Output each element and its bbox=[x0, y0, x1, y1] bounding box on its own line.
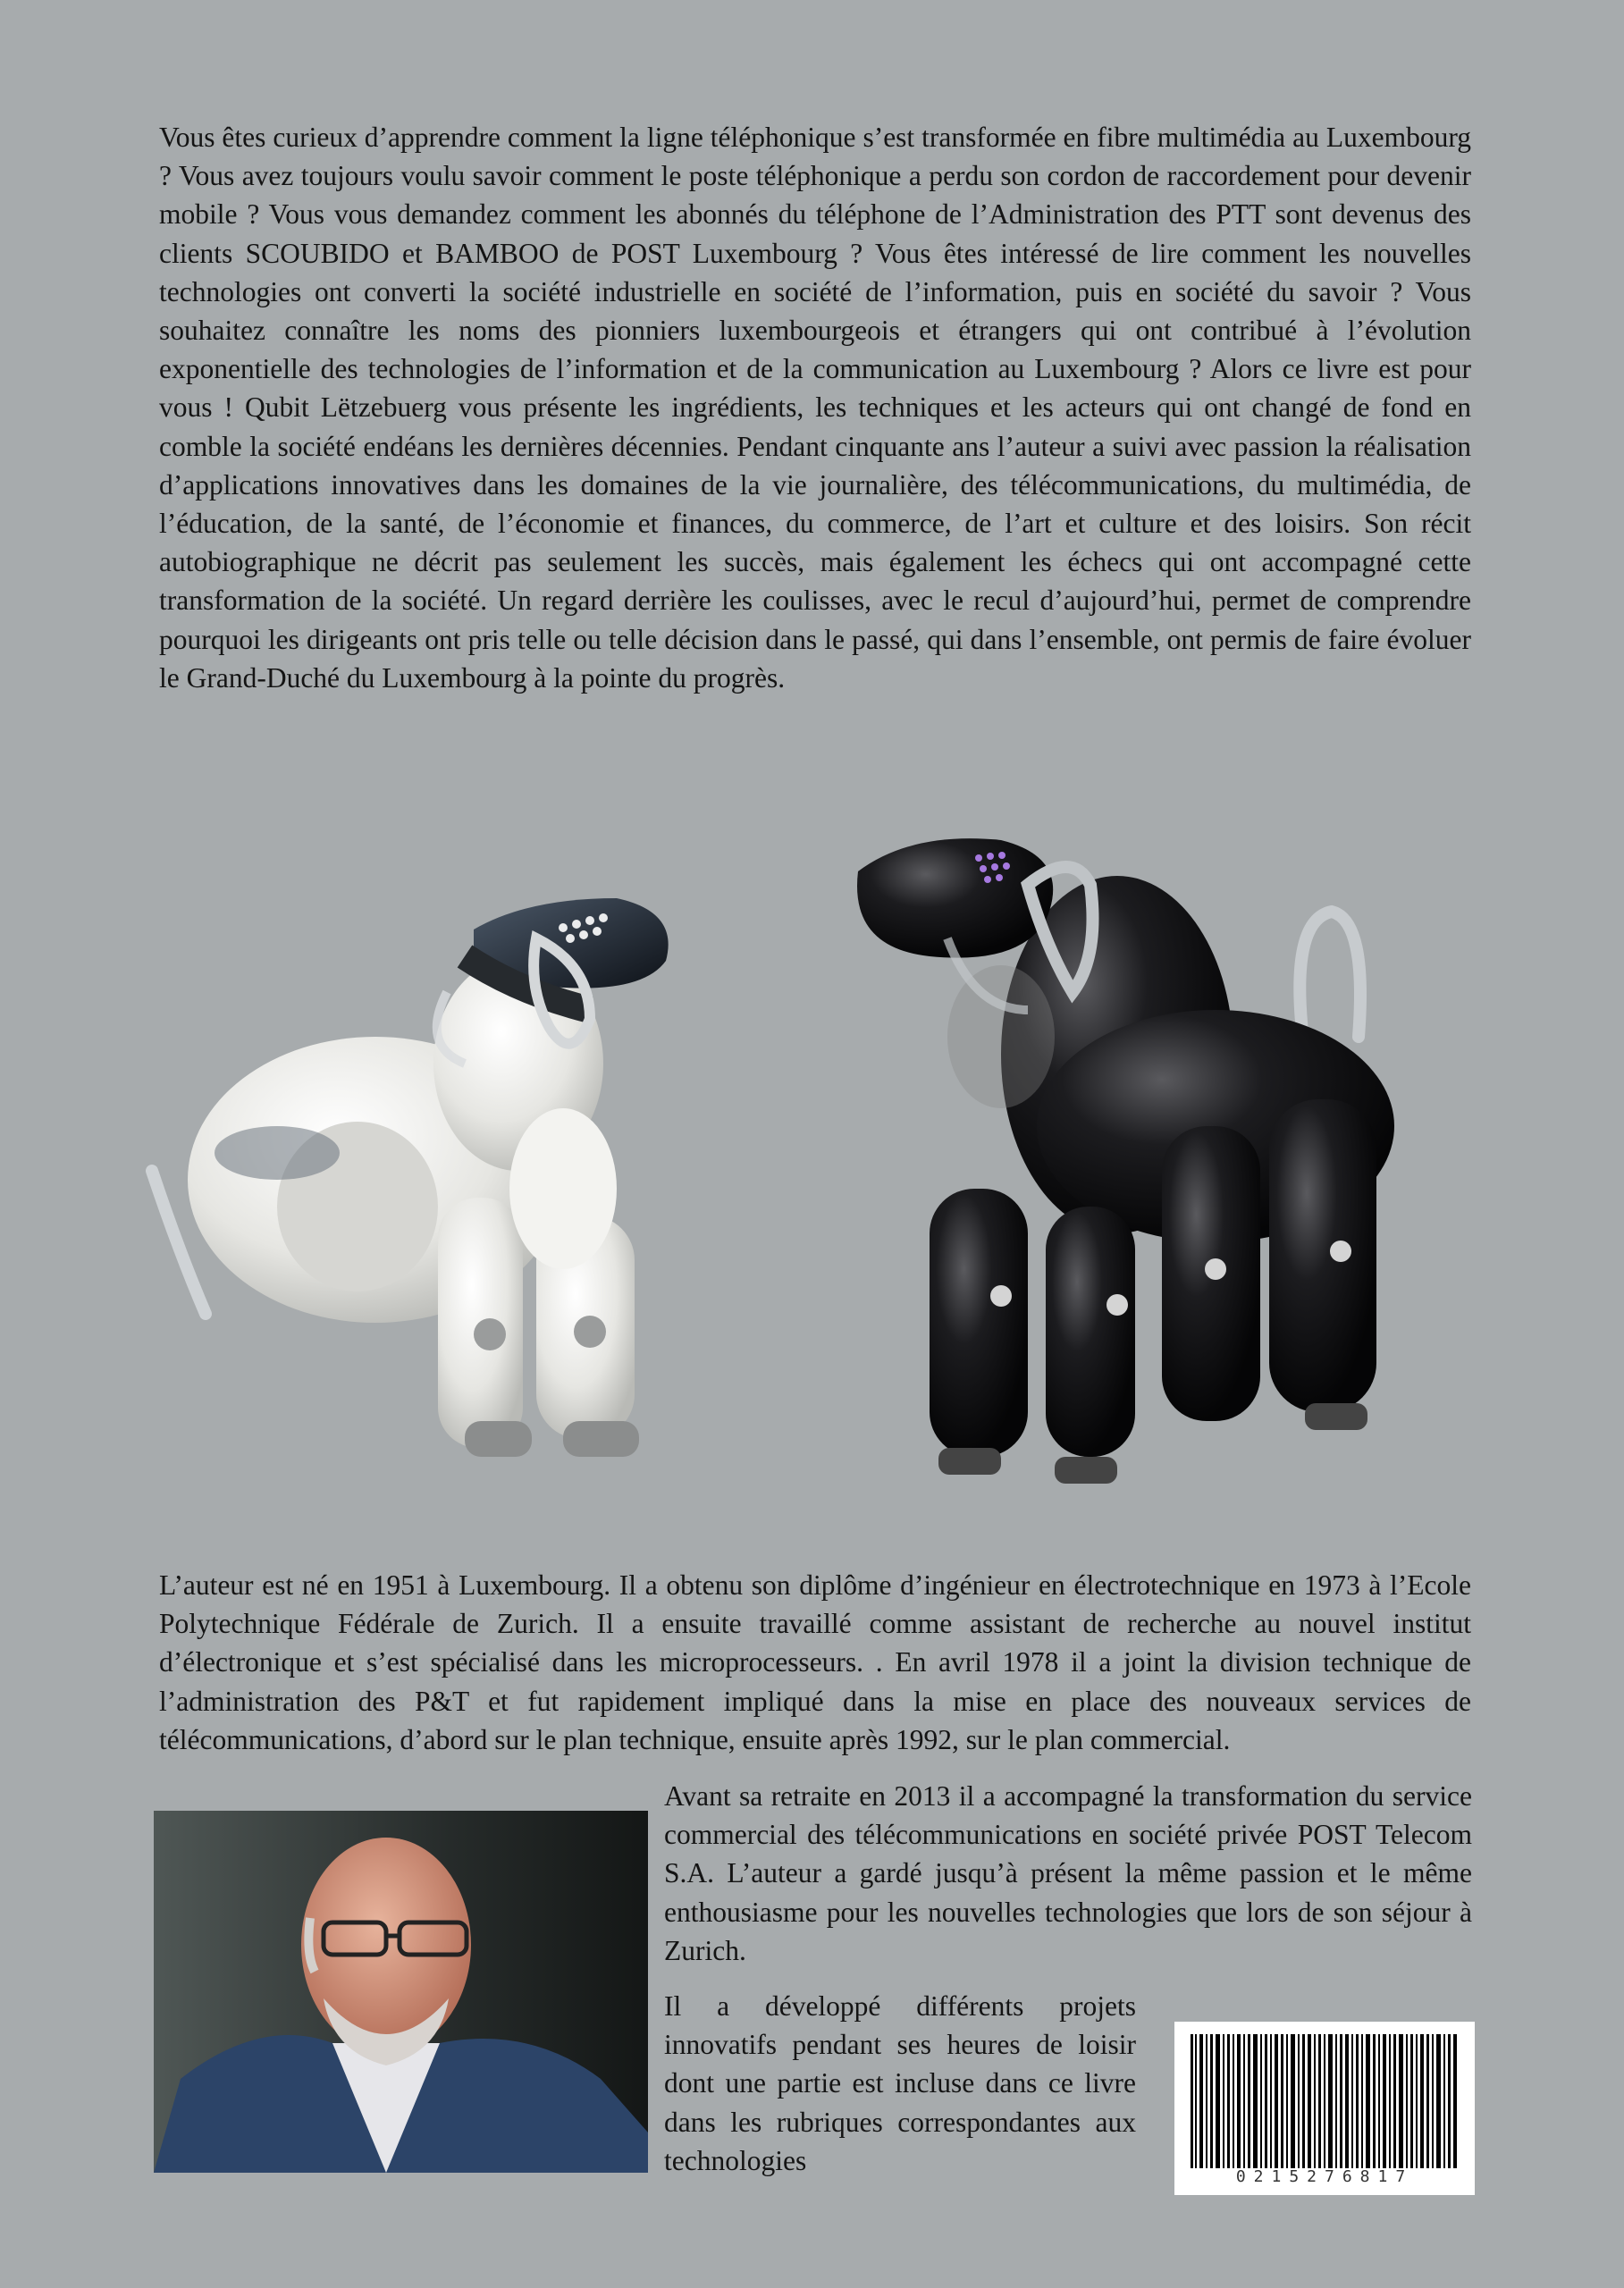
author-portrait bbox=[154, 1811, 648, 2173]
barcode-digits: 0215276817 bbox=[1235, 2167, 1414, 2186]
barcode bbox=[1174, 2022, 1475, 2195]
black-robot-dog bbox=[857, 838, 1394, 1484]
author-bio-paragraph-1: L’auteur est né en 1951 à Luxembourg. Il a obtenu son diplôme d’ingénieur en électrotechnique en 1973 à l’Ecole Polytechnique Fédérale de Zurich. Il a ensuite travaillé comme assistant de recherche au nouvel institut d’électronique et s’est spécialisé dans les microprocesseurs. . En avril 1978 il a joint la division technique de l’administration des P&T et fut rapidement impliqué dans la mise en place des nouveaux services de télécommunications, d’abord sur le plan technique, ensuite après 1992, sur le plan commercial. bbox=[159, 1569, 1471, 1755]
robot-dogs-illustration bbox=[143, 831, 1484, 1510]
author-portrait-image bbox=[154, 1811, 648, 2173]
white-robot-dog bbox=[152, 898, 669, 1457]
author-bio-paragraph-2: Avant sa retraite en 2013 il a accompagné la transformation du service commercial des télécommunications en société privée POST Telecom S.A. L’auteur a gardé jusqu’à présent la même passion et le même enthousiasme pour les nouvelles technologies que lors de son séjour à Zurich. bbox=[664, 1780, 1472, 1966]
intro-paragraph: Vous êtes curieux d’apprendre comment la ligne téléphonique s’est transformée en fibre multimédia au Luxembourg ? Vous avez toujours voulu savoir comment le poste téléphonique a perdu son cordon de raccordement pour devenir mobile ? Vous vous demandez comment les abonnés du téléphone de l’Administration des PTT sont devenus des clients SCOUBIDO et BAMBOO de POST Luxembourg ? Vous êtes intéressé de lire comment les nouvelles technologies ont converti la société industrielle en société de l’information, puis en société du savoir ? Vous souhaitez connaître les noms des pionniers luxembourgeois et étrangers qui ont contribué à l’évolution exponentielle des technologies de l’information et de la communication au Luxembourg ? Alors ce livre est pour vous ! Qubit Lëtzebuerg vous présente les ingrédients, les techniques et les acteurs qui ont changé de fond en comble la société endéans les dernières décennies. Pendant cinquante ans l’auteur a suivi avec passion la réalisation d’applications innovatives dans les domaines de la vie journalière, des télécommunications, du multimédia, de l’éducation, de la santé, de l’économie et finances, du commerce, de l’art et culture et des loisirs. Son récit autobiographique ne décrit pas seulement les succès, mais également les échecs qui ont accompagné cette transformation de la société. Un regard derrière les coulisses, avec le recul d’aujourd’hui, permet de comprendre pourquoi les dirigeants ont pris telle ou telle décision dans le passé, qui dans l’ensemble, ont permis de faire évoluer le Grand-Duché du Luxembourg à la pointe du progrès. bbox=[159, 122, 1471, 694]
author-bio-paragraph-3: Il a développé différents projets innovatifs pendant ses heures de loisir dont une partie est incluse dans ce livre dans les rubriques correspondantes aux technologies bbox=[664, 1990, 1136, 2176]
